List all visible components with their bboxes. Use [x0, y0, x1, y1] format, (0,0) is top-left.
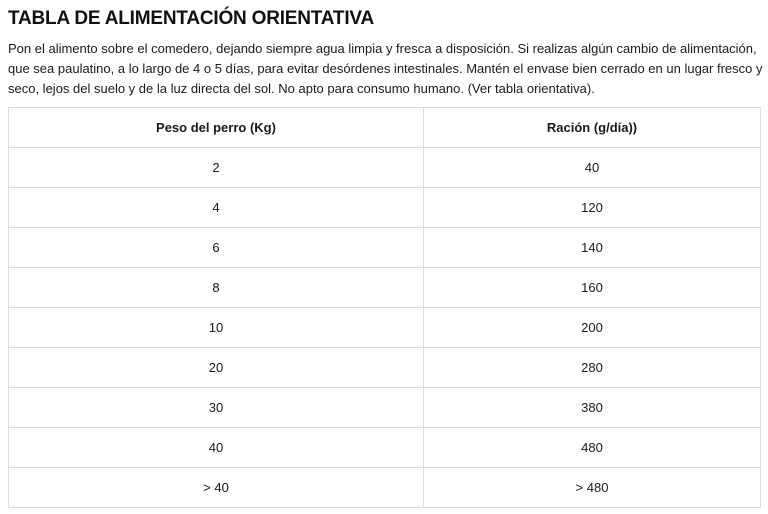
header-ration: Ración (g/día))	[424, 108, 761, 148]
table-row	[9, 188, 761, 228]
table-row	[9, 228, 761, 268]
feeding-table	[8, 107, 761, 508]
weight-cell: 20	[9, 348, 424, 388]
weight-cell: 8	[9, 268, 424, 308]
ration-cell: 200	[424, 308, 761, 348]
ration-cell: 280	[424, 348, 761, 388]
ration-cell: > 480	[424, 468, 761, 508]
weight-cell: 10	[9, 308, 424, 348]
ration-cell: 140	[424, 228, 761, 268]
page-title: TABLA DE ALIMENTACIÓN ORIENTATIVA	[8, 8, 374, 29]
ration-cell: 120	[424, 188, 761, 228]
table-row	[9, 148, 761, 188]
weight-cell: 2	[9, 148, 424, 188]
table-row	[9, 268, 761, 308]
ration-cell: 380	[424, 388, 761, 428]
weight-cell: 40	[9, 428, 424, 468]
table-header-row	[9, 108, 761, 148]
weight-cell: 4	[9, 188, 424, 228]
table-row	[9, 428, 761, 468]
ration-cell: 40	[424, 148, 761, 188]
intro-paragraph: Pon el alimento sobre el comedero, dejando siempre agua limpia y fresca a disposición. Si realizas algún cambio de alimentación, que sea paulatino, a lo largo de 4 o 5 días, para evitar desórdenes intestinales. Mantén el envase bien cerrado en un lugar fresco y seco, lejos del suelo y de la luz directa del sol. No apto para consumo humano. (Ver tabla orientativa).	[8, 41, 763, 96]
table-row	[9, 468, 761, 508]
weight-cell: > 40	[9, 468, 424, 508]
table-row	[9, 388, 761, 428]
weight-cell: 30	[9, 388, 424, 428]
ration-cell: 480	[424, 428, 761, 468]
table-row	[9, 348, 761, 388]
ration-cell: 160	[424, 268, 761, 308]
weight-cell: 6	[9, 228, 424, 268]
header-weight: Peso del perro (Kg)	[9, 108, 424, 148]
table-row	[9, 308, 761, 348]
